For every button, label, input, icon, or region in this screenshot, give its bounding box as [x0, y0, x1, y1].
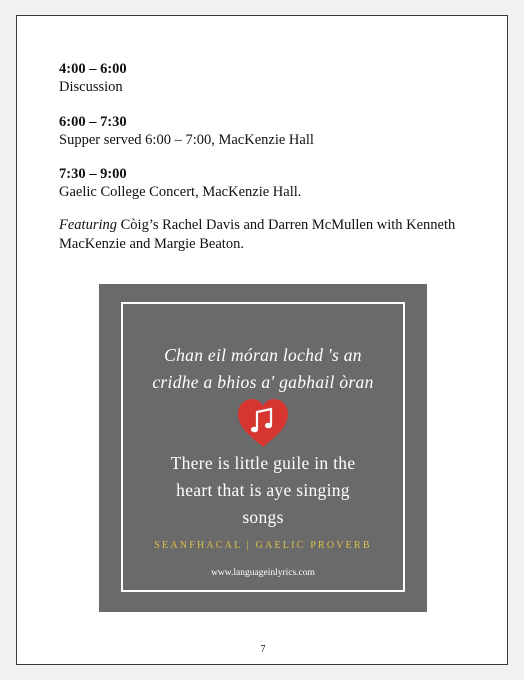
- featuring-text: Còig’s Rachel Davis and Darren McMullen with Kenneth MacKenzie and Margie Beaton.: [59, 217, 456, 252]
- featuring-paragraph: [59, 216, 479, 254]
- gaelic-line: cridhe a bhios a' gabhail òran: [152, 372, 374, 392]
- document-page: [16, 15, 508, 665]
- heart-music-note-icon: [236, 397, 290, 449]
- schedule-time: 6:00 – 7:30: [59, 114, 127, 130]
- english-line: songs: [242, 507, 284, 527]
- schedule-description: Supper served 6:00 – 7:00, MacKenzie Hall: [59, 132, 314, 148]
- english-translation: [99, 450, 427, 531]
- page-number: 7: [260, 644, 266, 655]
- schedule-time: 7:30 – 9:00: [59, 166, 127, 182]
- gaelic-line: Chan eil móran lochd 's an: [164, 345, 362, 365]
- schedule-time: 4:00 – 6:00: [59, 61, 127, 77]
- proverb-poster: [99, 284, 427, 612]
- featuring-lead: Featuring: [59, 217, 117, 233]
- schedule-description: Discussion: [59, 79, 123, 95]
- schedule-description: Gaelic College Concert, MacKenzie Hall.: [59, 184, 302, 200]
- english-line: heart that is aye singing: [176, 480, 350, 500]
- gaelic-proverb: [99, 342, 427, 396]
- schedule-item: [59, 60, 127, 96]
- website-text: www.languageinlyrics.com: [211, 568, 315, 578]
- english-line: There is little guile in the: [170, 453, 356, 473]
- schedule-item: [59, 165, 301, 201]
- proverb-label: SEANFHACAL | GAELIC PROVERB: [154, 540, 372, 551]
- schedule-item: [59, 113, 314, 149]
